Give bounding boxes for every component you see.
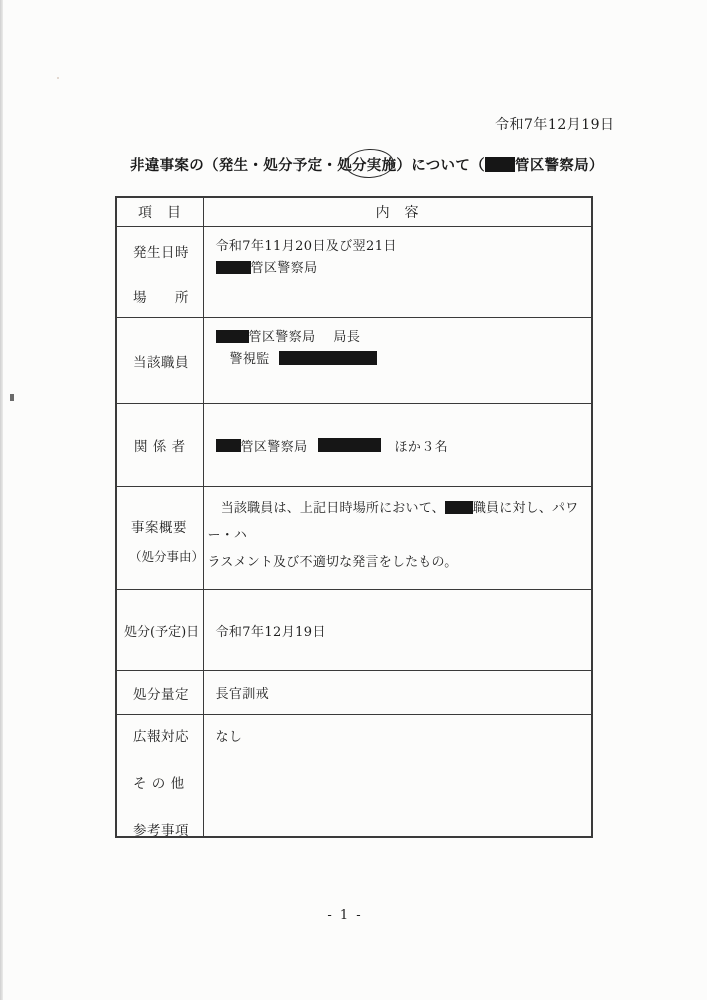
occurrence-content-cell [204, 227, 592, 317]
title-segment-pre: 非違事案の（発生・処分予定・処 [130, 158, 352, 174]
official-rank: 警視監 [229, 352, 270, 367]
summary-label-cell [117, 487, 204, 589]
case-summary-table [115, 196, 593, 838]
redaction-box [318, 438, 381, 452]
scanner-edge-shadow [0, 0, 3, 1000]
label-place: 場 所 [133, 290, 189, 306]
redaction-box [216, 261, 251, 274]
official-line1 [216, 327, 592, 349]
redaction-box [485, 157, 515, 172]
related-content-cell [204, 404, 592, 486]
occurrence-place [216, 258, 592, 280]
redaction-box [279, 351, 377, 365]
disposition-date-value: 令和7年12月19日 [215, 624, 326, 640]
occurrence-place-text: 管区警察局 [250, 261, 318, 276]
table-row-disposition-date [117, 589, 591, 670]
header-item-cell: 項 目 [117, 198, 204, 226]
label-summary: 事案概要 [131, 520, 187, 536]
table-row-pr-others [117, 714, 591, 839]
measure-value: 長官訓戒 [215, 687, 270, 702]
official-org-title: 管区警察局 局長 [248, 330, 361, 345]
summary-text-2: 職員に対し、パワー・ハ [207, 501, 579, 543]
summary-text-1: 当該職員は、上記日時場所において、 [207, 501, 445, 516]
related-org: 管区警察局 [240, 439, 308, 455]
table-row-disposition-measure [117, 670, 591, 714]
title-segment-mid: ）について（ [396, 158, 485, 174]
related-others-count: ほか３名 [394, 439, 449, 455]
summary-content-cell [204, 487, 592, 589]
document-date: 令和7年12月19日 [495, 117, 615, 133]
occurrence-datetime: 令和7年11月20日及び翌21日 [215, 239, 397, 254]
table-row-official [117, 317, 591, 403]
pr-label-cell [117, 715, 204, 839]
summary-paragraph-line1 [208, 495, 588, 549]
measure-label-cell: 処分量定 [117, 671, 204, 714]
table-header-row [117, 198, 591, 226]
scan-speck [10, 394, 14, 401]
document-title [130, 154, 604, 175]
title-segment-post: 管区警察局） [514, 158, 604, 174]
official-content-cell [204, 318, 592, 403]
table-row-related-persons [117, 403, 591, 486]
label-others: そ の 他 [133, 776, 185, 792]
page-number: - 1 - [327, 908, 363, 923]
redaction-box [216, 330, 249, 343]
label-reference: 参考事項 [133, 823, 189, 839]
header-content-cell: 内 容 [375, 205, 419, 221]
label-disposition-reason: （処分事由） [129, 549, 205, 564]
occurrence-label-cell [117, 227, 204, 317]
pr-value: なし [215, 730, 243, 745]
disposition-date-label-cell: 処分(予定)日 [117, 590, 204, 670]
summary-paragraph-line2: ラスメント及び不適切な発言をしたもの。 [207, 555, 458, 570]
related-label-cell: 関 係 者 [117, 404, 204, 486]
title-circled-selection: 分実施 [352, 154, 396, 175]
official-label-cell: 当該職員 [117, 318, 204, 403]
table-row-case-summary [117, 486, 591, 589]
redaction-box [445, 501, 473, 514]
scan-speck [57, 77, 59, 79]
label-pr-response: 広報対応 [133, 729, 189, 745]
label-datetime: 発生日時 [133, 245, 189, 261]
official-line2 [216, 349, 592, 371]
redaction-box [216, 439, 241, 452]
table-row-occurrence [117, 226, 591, 317]
